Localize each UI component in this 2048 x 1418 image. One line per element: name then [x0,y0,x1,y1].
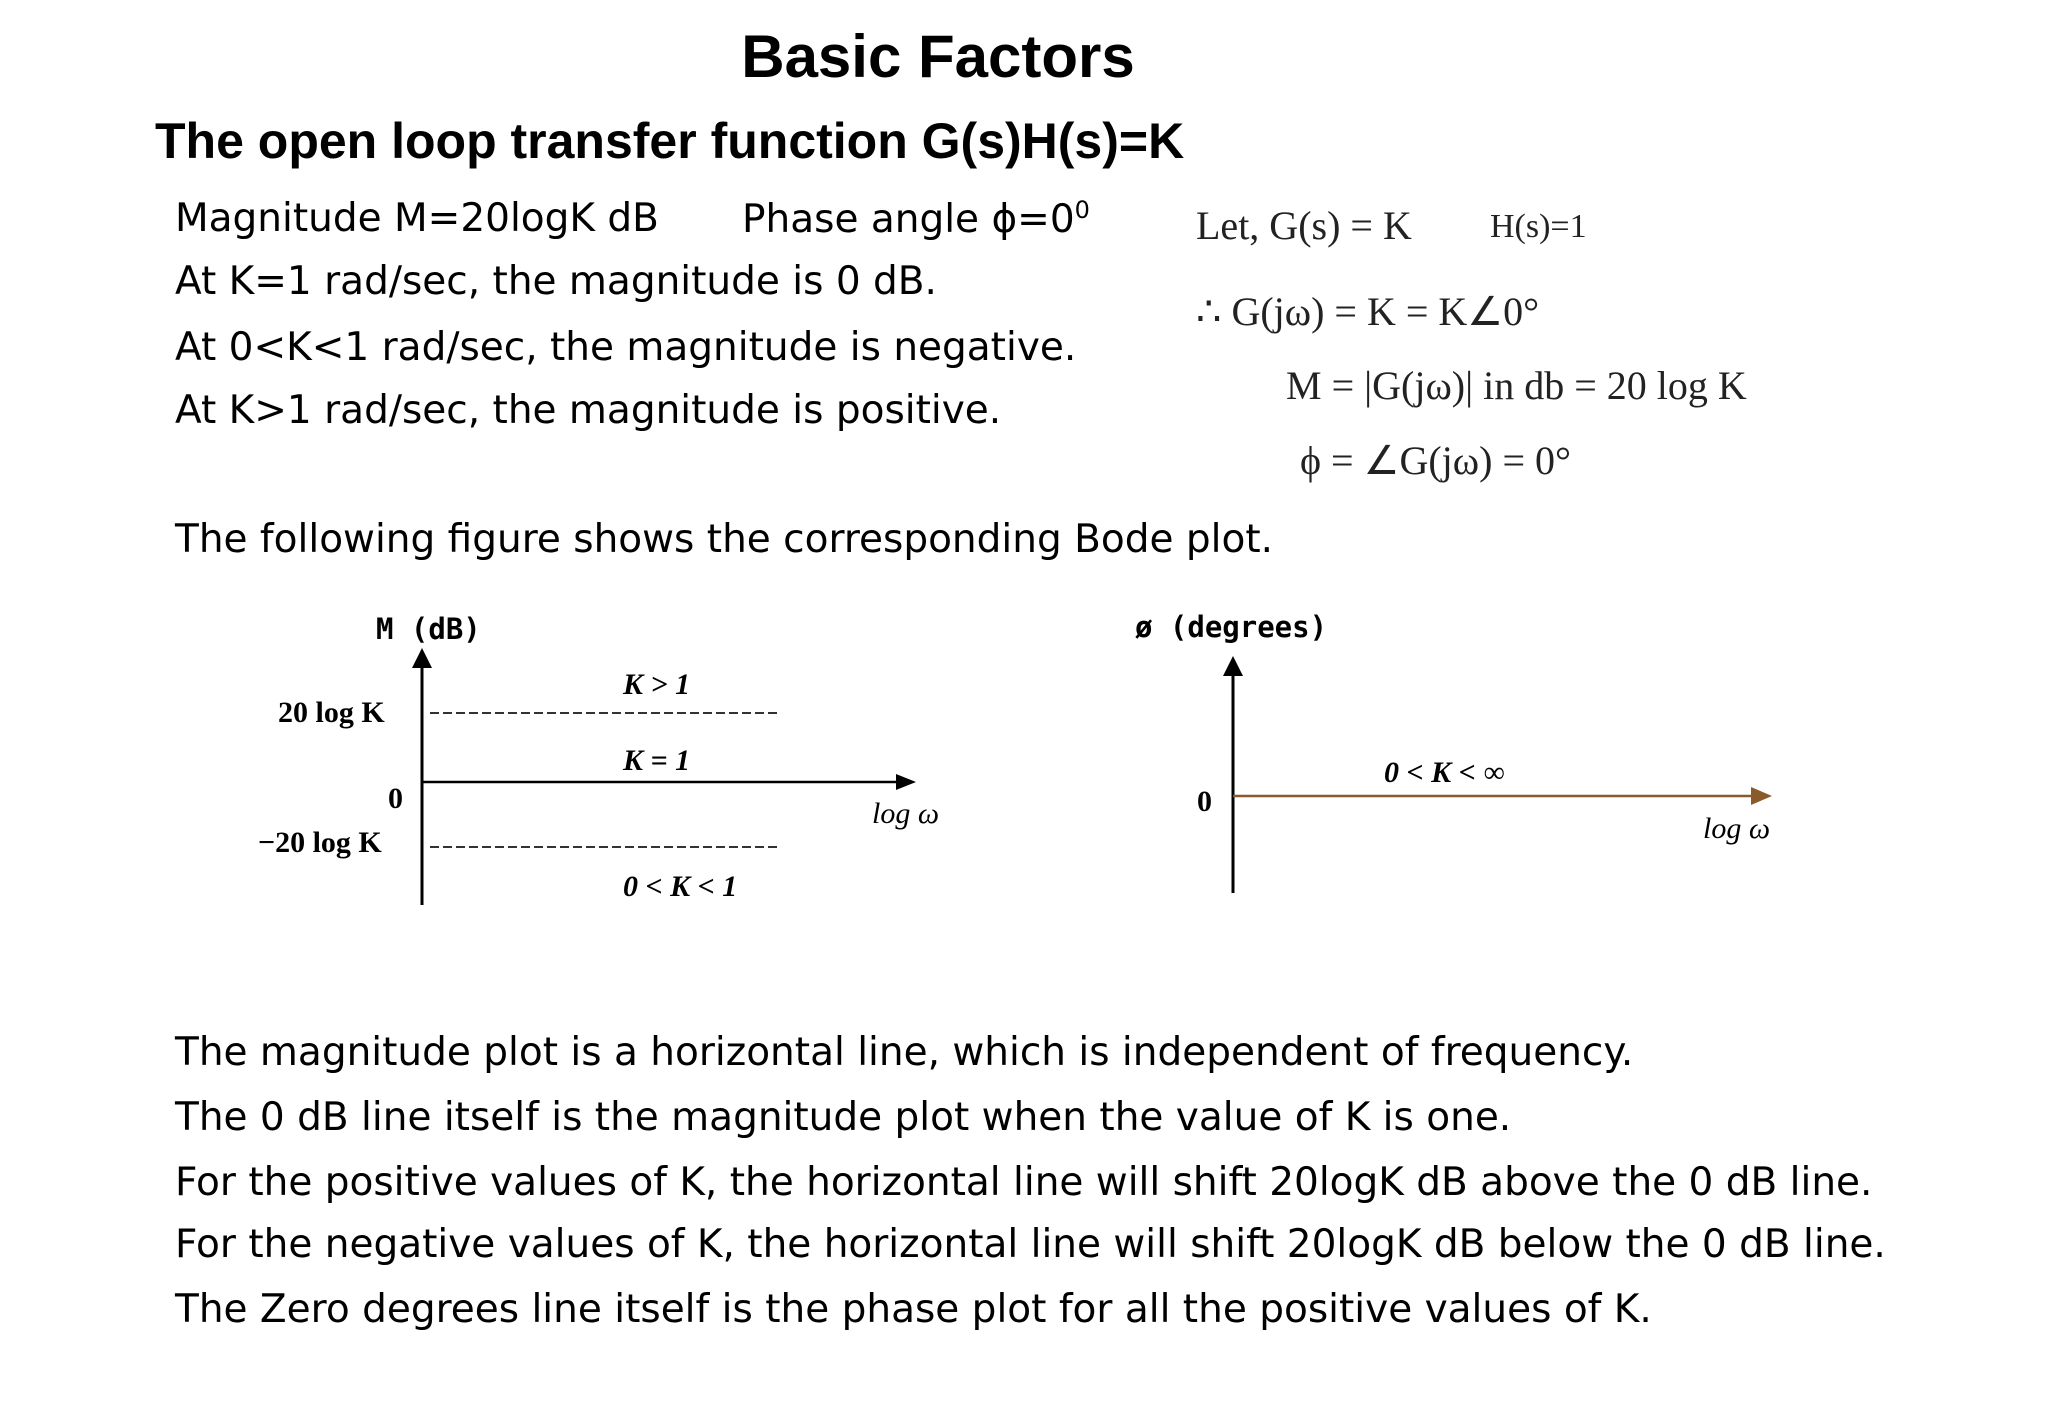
annotation-k-lt-1: 0 < K < 1 [623,870,738,903]
magnitude-x-axis-label: log ω [872,797,940,830]
conclusion-4: For the negative values of K, the horizontal line will shift 20logK dB below the 0 dB line. [175,1222,1886,1267]
tick-neg-20logk: −20 log K [258,826,382,859]
annotation-k-eq-1: K = 1 [623,744,691,777]
equation-magnitude: M = |G(jω)| in db = 20 log K [1286,363,1747,408]
phase-tick-zero: 0 [1197,785,1212,818]
equation-let-h: H(s)=1 [1490,208,1587,245]
intro-line-2: At 0<K<1 rad/sec, the magnitude is negative. [175,325,1077,370]
phase-y-arrow-icon [1223,656,1243,676]
magnitude-x-arrow-icon [896,774,916,790]
magnitude-formula: Magnitude M=20logK dB [175,196,659,241]
equation-let-g: Let, G(s) = K [1196,203,1412,248]
phase-y-axis-label: ø (degrees) [1135,610,1328,644]
phase-formula-sup: 0 [1074,196,1090,224]
equation-gjw: ∴ G(jω) = K = K∠0° [1196,289,1540,334]
equation-phase: ϕ = ∠G(jω) = 0° [1300,438,1571,483]
intro-line-1: At K=1 rad/sec, the magnitude is 0 dB. [175,259,937,304]
page-subtitle: The open loop transfer function G(s)H(s)=K [155,113,1185,169]
tick-20logk: 20 log K [278,696,385,729]
phase-x-axis-label: log ω [1703,812,1771,845]
conclusion-5: The Zero degrees line itself is the phase plot for all the positive values of K. [175,1287,1652,1332]
intro-line-3: At K>1 rad/sec, the magnitude is positive. [175,388,1002,433]
phase-formula-text: Phase angle ϕ=0 [742,197,1075,242]
conclusion-3: For the positive values of K, the horizontal line will shift 20logK dB above the 0 dB line. [175,1160,1873,1205]
figure-caption: The following figure shows the corresponding Bode plot. [175,517,1274,562]
page-title: Basic Factors [741,23,1135,90]
tick-zero: 0 [388,782,403,815]
conclusion-2: The 0 dB line itself is the magnitude plot when the value of K is one. [175,1095,1512,1140]
magnitude-y-axis-label: M (dB) [376,612,481,646]
phase-annotation: 0 < K < ∞ [1384,756,1505,789]
annotation-k-gt-1: K > 1 [623,668,691,701]
magnitude-y-arrow-icon [412,648,432,668]
phase-x-arrow-icon [1751,787,1772,805]
conclusion-1: The magnitude plot is a horizontal line, which is independent of frequency. [175,1030,1634,1075]
